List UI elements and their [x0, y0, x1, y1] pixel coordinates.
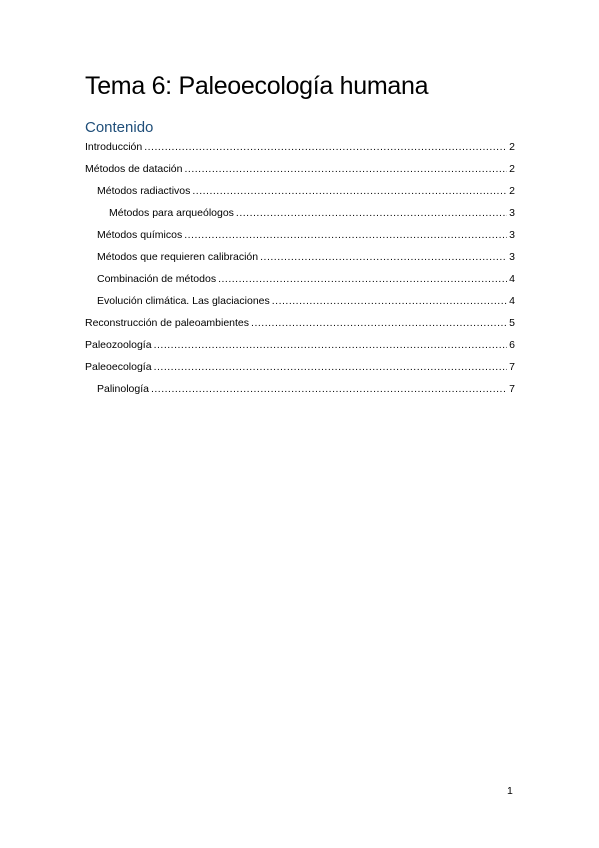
toc-entry-label: Métodos radiactivos	[97, 185, 191, 197]
toc-entry-page: 3	[509, 229, 515, 241]
toc-entry-metodos-calibracion[interactable]	[97, 249, 515, 265]
toc-leader	[272, 293, 507, 309]
toc-leader	[251, 315, 507, 331]
toc-entry-page: 4	[509, 273, 515, 285]
toc-entry-page: 4	[509, 295, 515, 307]
toc-leader	[184, 227, 507, 243]
toc-leader	[151, 381, 507, 397]
toc-entry-label: Palinología	[97, 383, 149, 395]
toc-entry-palinologia[interactable]	[97, 381, 515, 397]
toc-entry-page: 5	[509, 317, 515, 329]
toc-entry-introduccion[interactable]	[85, 139, 515, 155]
toc-leader	[236, 205, 507, 221]
toc-entry-label: Combinación de métodos	[97, 273, 217, 285]
toc-heading: Contenido	[85, 119, 154, 136]
toc-entry-page: 3	[509, 251, 515, 263]
toc-entry-page: 3	[509, 207, 515, 219]
toc-entry-paleoecologia[interactable]	[85, 359, 515, 375]
toc-entry-metodos-radiactivos[interactable]	[97, 183, 515, 199]
toc-entry-label: Métodos para arqueólogos	[109, 207, 234, 219]
toc-leader	[218, 271, 507, 287]
page-title: Tema 6: Paleoecología humana	[85, 72, 429, 100]
toc-entry-evolucion-climatica[interactable]	[97, 293, 515, 309]
toc-entry-page: 2	[509, 141, 515, 153]
toc-leader	[144, 139, 507, 155]
toc-entry-label: Introducción	[85, 141, 143, 153]
toc-entry-page: 2	[509, 163, 515, 175]
toc-entry-page: 2	[509, 185, 515, 197]
toc-entry-label: Paleozoología	[85, 339, 152, 351]
toc-entry-metodos-quimicos[interactable]	[97, 227, 515, 243]
toc-entry-label: Evolución climática. Las glaciaciones	[97, 295, 270, 307]
toc-entry-combinacion-metodos[interactable]	[97, 271, 515, 287]
toc-entry-page: 6	[509, 339, 515, 351]
toc-leader	[154, 359, 508, 375]
toc-entry-label: Métodos que requieren calibración	[97, 251, 259, 263]
toc-entry-page: 7	[509, 361, 515, 373]
toc-leader	[184, 161, 507, 177]
toc-entry-reconstruccion[interactable]	[85, 315, 515, 331]
toc-entry-label: Métodos de datación	[85, 163, 183, 175]
toc-entry-metodos-datacion[interactable]	[85, 161, 515, 177]
toc-leader	[260, 249, 507, 265]
toc-entry-label: Reconstrucción de paleoambientes	[85, 317, 250, 329]
toc-entry-page: 7	[509, 383, 515, 395]
toc-leader	[192, 183, 507, 199]
page-number: 1	[507, 785, 513, 797]
toc-entry-label: Métodos químicos	[97, 229, 183, 241]
toc-leader	[154, 337, 508, 353]
toc-entry-label: Paleoecología	[85, 361, 152, 373]
toc-entry-metodos-arqueologos[interactable]	[109, 205, 515, 221]
toc-entry-paleozoologia[interactable]	[85, 337, 515, 353]
